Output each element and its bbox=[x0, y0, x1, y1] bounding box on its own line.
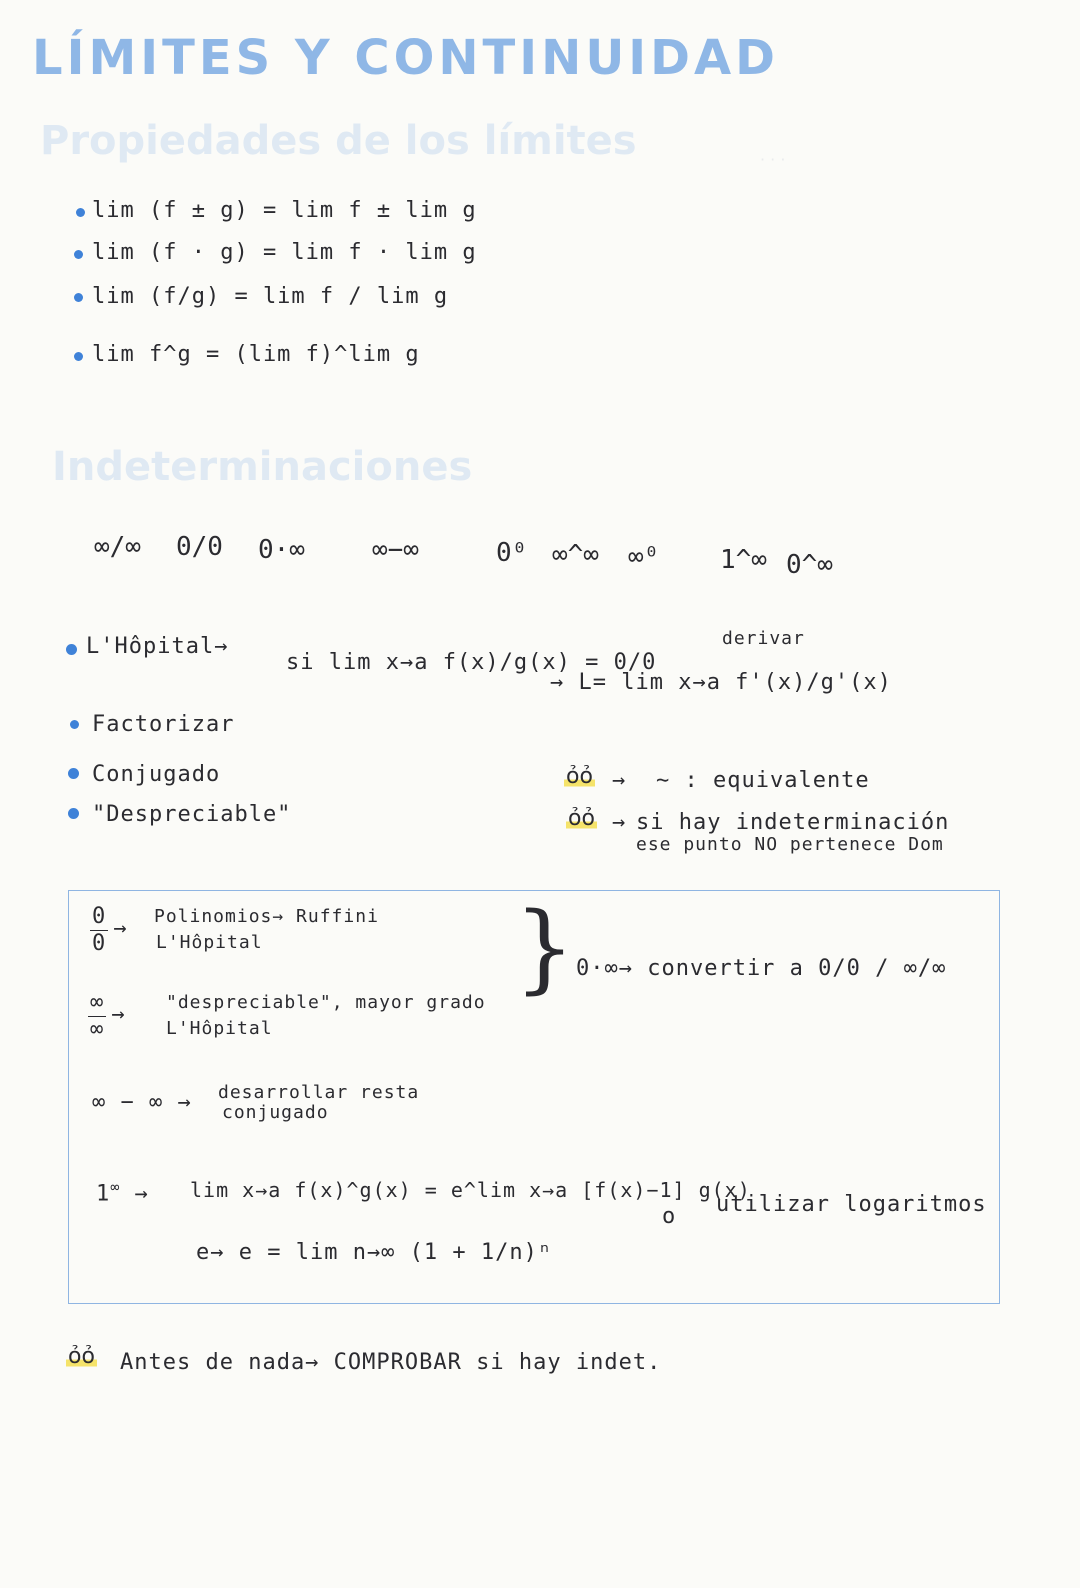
or-label: o bbox=[662, 1204, 677, 1229]
indet-inf-pow-zero: ∞⁰ bbox=[628, 542, 660, 572]
zero-over-zero-method-2: L'Hôpital bbox=[156, 932, 263, 953]
indet-zero-times-inf: 0·∞ bbox=[258, 535, 305, 565]
inf-over-inf-method-1: "despreciable", mayor grado bbox=[166, 992, 486, 1013]
hopital-derivar-note: derivar bbox=[722, 628, 805, 649]
arrow-icon: → bbox=[612, 768, 627, 793]
indet-inf-over-inf: ∞/∞ bbox=[94, 532, 141, 562]
brace-icon: } bbox=[514, 892, 576, 1004]
one-pow-inf-rule: lim x→a f(x)^g(x) = e^lim x→a [f(x)−1] g(x) bbox=[190, 1178, 751, 1202]
property-item: lim (f/g) = lim f / lim g bbox=[92, 284, 449, 309]
hopital-label: L'Hôpital→ bbox=[86, 634, 229, 659]
indet-note-line1: si hay indeterminación bbox=[636, 810, 950, 835]
zero-over-zero-symbol: $\frac{0}{0}$ → bbox=[92, 904, 128, 956]
page-title: LÍMITES Y CONTINUIDAD bbox=[32, 30, 779, 86]
zero-over-zero-method-1: Polinomios→ Ruffini bbox=[154, 906, 379, 927]
indeterminations-heading: Indeterminaciones bbox=[52, 444, 473, 490]
inf-over-inf-method-2: L'Hôpital bbox=[166, 1018, 273, 1039]
bullet-icon bbox=[70, 720, 79, 729]
inf-over-inf-symbol: $\frac{\infty}{\infty}$ → bbox=[90, 990, 126, 1042]
indet-zero-pow-inf: 0^∞ bbox=[786, 550, 833, 580]
indet-zero-over-zero: 0/0 bbox=[176, 532, 223, 562]
inf-minus-inf-method-1: desarrollar resta bbox=[218, 1082, 420, 1103]
method-despreciable: "Despreciable" bbox=[92, 802, 292, 827]
indet-one-pow-inf: 1^∞ bbox=[720, 545, 767, 575]
indet-inf-minus-inf: ∞−∞ bbox=[372, 535, 419, 565]
bullet-icon bbox=[74, 293, 83, 302]
indet-inf-pow-inf: ∞^∞ bbox=[552, 540, 599, 570]
hopital-result: → L= lim x→a f'(x)/g'(x) bbox=[550, 670, 892, 695]
property-item: lim (f · g) = lim f · lim g bbox=[92, 240, 477, 265]
method-conjugado: Conjugado bbox=[92, 762, 221, 787]
bullet-icon bbox=[68, 808, 79, 819]
bullet-icon bbox=[74, 250, 83, 259]
zero-times-inf-rule: 0·∞→ convertir a 0/0 / ∞/∞ bbox=[576, 956, 947, 981]
one-pow-inf-symbol: 1∞ → bbox=[96, 1178, 149, 1207]
bullet-icon bbox=[68, 768, 79, 779]
inf-minus-inf-method-2: conjugado bbox=[222, 1102, 329, 1123]
e-definition: e→ e = lim n→∞ (1 + 1/n)ⁿ bbox=[196, 1240, 553, 1265]
arrow-icon: → bbox=[612, 810, 627, 835]
indet-zero-pow-zero: 0⁰ bbox=[496, 538, 528, 568]
logarithms-note: utilizar logaritmos bbox=[716, 1192, 987, 1217]
property-item: lim (f ± g) = lim f ± lim g bbox=[92, 198, 477, 223]
properties-heading: Propiedades de los límites bbox=[40, 118, 637, 164]
equivalent-note: ∼ : equivalente bbox=[656, 768, 870, 793]
bullet-icon bbox=[74, 352, 83, 361]
hopital-condition: si lim x→a f(x)/g(x) = 0/0 bbox=[286, 650, 657, 675]
footer-note: Antes de nada→ COMPROBAR si hay indet. bbox=[120, 1350, 662, 1375]
eyes-icon: ỏỏ bbox=[568, 806, 595, 831]
bullet-icon bbox=[66, 644, 77, 655]
bleed-through-decoration: · · · bbox=[760, 150, 786, 169]
bullet-icon bbox=[76, 208, 85, 217]
method-factorizar: Factorizar bbox=[92, 712, 235, 737]
inf-minus-inf-symbol: ∞ − ∞ → bbox=[92, 1090, 192, 1115]
property-item: lim f^g = (lim f)^lim g bbox=[92, 342, 420, 367]
eyes-icon: ỏỏ bbox=[566, 764, 593, 789]
eyes-icon: ỏỏ bbox=[68, 1344, 95, 1369]
indet-note-line2: ese punto NO pertenece Dom bbox=[636, 834, 944, 855]
